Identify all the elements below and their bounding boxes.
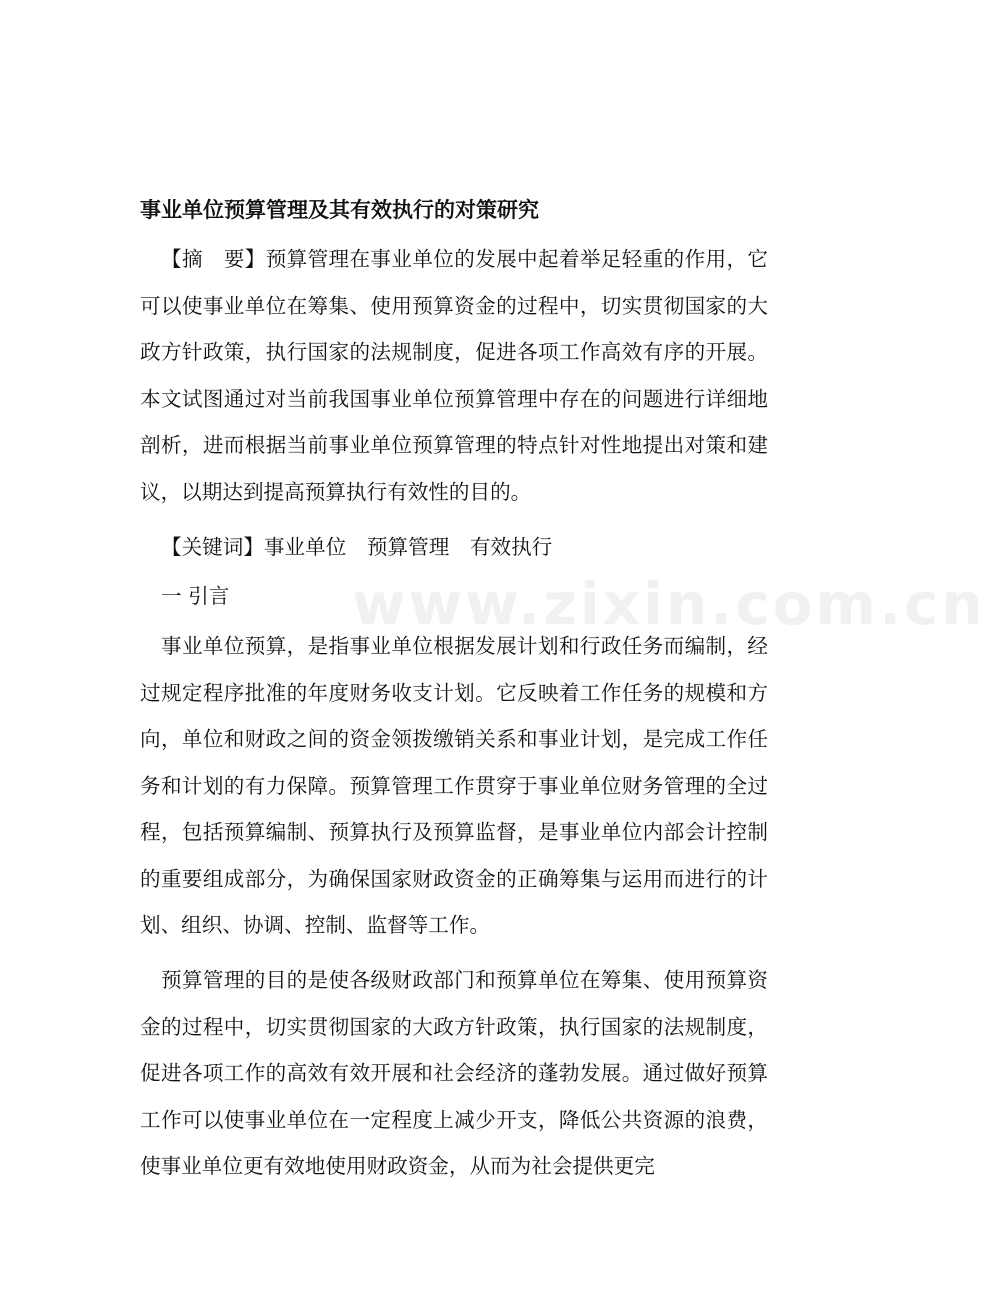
- keywords-line: 【关键词】事业单位 预算管理 有效执行: [161, 535, 553, 559]
- abstract-paragraph: 【摘 要】预算管理在事业单位的发展中起着举足轻重的作用，它可以使事业单位在筹集、使用预算资金的过程中，切实贯彻国家的大政方针政策，执行国家的法规制度，促进各项工作高效有序的开展。本文试图通过对当前我国事业单位预算管理中存在的问题进行详细地剖析，进而根据当前事业单位预算管理的特点针对性地提出对策和建议，以期达到提高预算执行有效性的目的。: [140, 247, 768, 504]
- body-paragraph-2: 预算管理的目的是使各级财政部门和预算单位在筹集、使用预算资金的过程中，切实贯彻国家的大政方针政策，执行国家的法规制度，促进各项工作的高效有效开展和社会经济的蓬勃发展。通过做好预算工作可以使事业单位在一定程度上减少开支，降低公共资源的浪费，使事业单位更有效地使用财政资金，从而为社会提供更完: [140, 968, 768, 1178]
- watermark: www.zixin.com.cn: [352, 570, 986, 638]
- section-heading: 一 引言: [161, 584, 230, 608]
- body-paragraph-1: 事业单位预算，是指事业单位根据发展计划和行政任务而编制，经过规定程序批准的年度财务收支计划。它反映着工作任务的规模和方向，单位和财政之间的资金领拨缴销关系和事业计划，是完成工作任务和计划的有力保障。预算管理工作贯穿于事业单位财务管理的全过程，包括预算编制、预算执行及预算监督，是事业单位内部会计控制的重要组成部分，为确保国家财政资金的正确筹集与运用而进行的计划、组织、协调、控制、监督等工作。: [140, 634, 768, 937]
- document-title: 事业单位预算管理及其有效执行的对策研究: [140, 197, 539, 222]
